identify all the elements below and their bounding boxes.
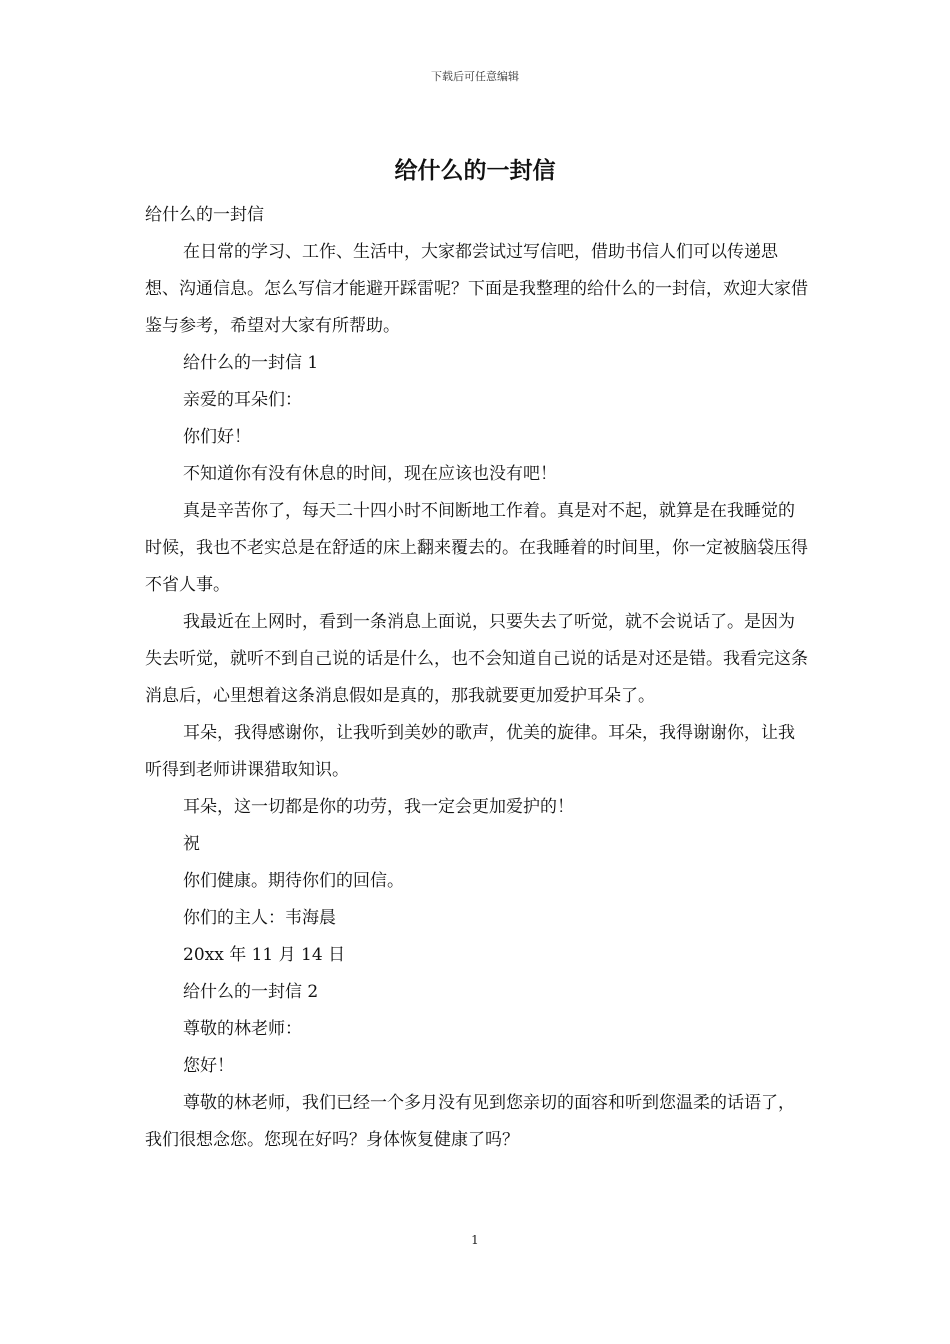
letter-date: 20xx 年 11 月 14 日 <box>183 945 346 965</box>
body-paragraph: 真是辛苦你了，每天二十四小时不间断地工作着。真是对不起，就算是在我睡觉的时候，我也不老实总是在舒适的床上翻来覆去的。在我睡着的时间里，你一定被脑袋压得不省人事。 <box>145 501 808 595</box>
letter-greeting: 你们好！ <box>183 427 251 447</box>
letter-greeting: 您好！ <box>183 1056 234 1076</box>
document-title: 给什么的一封信 <box>394 157 556 184</box>
body-paragraph: 不知道你有没有休息的时间，现在应该也没有吧！ <box>183 464 557 484</box>
subtitle-paragraph: 给什么的一封信 <box>145 205 264 225</box>
intro-paragraph: 在日常的学习、工作、生活中，大家都尝试过写信吧，借助书信人们可以传递思想、沟通信息。怎么写信才能避开踩雷呢？下面是我整理的给什么的一封信，欢迎大家借鉴与参考，希望对大家有所帮助。 <box>145 242 808 336</box>
body-paragraph: 我最近在上网时，看到一条消息上面说，只要失去了听觉，就不会说话了。是因为失去听觉，就听不到自己说的话是什么，也不会知道自己说的话是对还是错。我看完这条消息后，心里想着这条消息假如是真的，那我就要更加爱护耳朵了。 <box>145 612 808 706</box>
page-number: 1 <box>471 1233 479 1247</box>
letter-salutation: 尊敬的林老师： <box>183 1019 302 1039</box>
letter-signature: 你们的主人：韦海晨 <box>183 908 336 928</box>
page-header-note: 下载后可任意编辑 <box>431 70 519 83</box>
body-paragraph: 耳朵，我得感谢你，让我听到美妙的歌声，优美的旋律。耳朵，我得谢谢你，让我听得到老师讲课猎取知识。 <box>145 723 795 780</box>
section-heading-letter-1: 给什么的一封信 1 <box>183 353 319 373</box>
body-paragraph: 尊敬的林老师，我们已经一个多月没有见到您亲切的面容和听到您温柔的话语了，我们很想念您。您现在好吗？身体恢复健康了吗？ <box>145 1093 795 1150</box>
letter-salutation: 亲爱的耳朵们： <box>183 390 302 410</box>
section-heading-letter-2: 给什么的一封信 2 <box>183 982 319 1002</box>
document-body <box>145 197 811 1159</box>
closing-line: 你们健康。期待你们的回信。 <box>183 871 404 891</box>
closing-wish: 祝 <box>183 834 200 854</box>
body-paragraph: 耳朵，这一切都是你的功劳，我一定会更加爱护的！ <box>183 797 574 817</box>
